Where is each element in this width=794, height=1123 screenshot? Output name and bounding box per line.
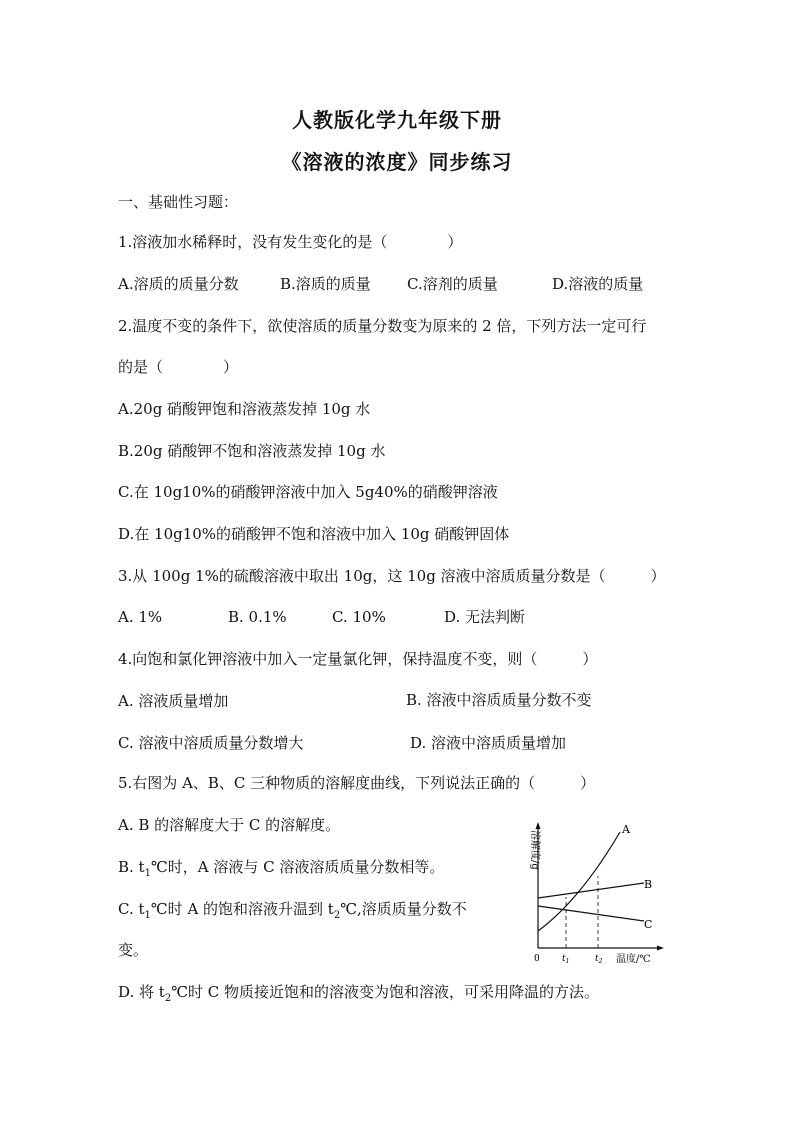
question-4-option-c: C. 溶液中溶质质量分数增大: [118, 734, 304, 752]
question-3-option-a: A. 1%: [118, 608, 163, 626]
question-4-option-b: B. 溶液中溶质质量分数不变: [406, 691, 592, 709]
question-2-option-d: D.在 10g10%的硝酸钾不饱和溶液中加入 10g 硝酸钾固体: [118, 525, 510, 543]
question-5-option-d: D. 将 $t_2℃$时 C 物质接近饱和的溶液变为饱和溶液，可采用降温的方法。: [118, 983, 599, 1004]
curve-a-label: A: [622, 823, 630, 836]
question-2-option-b: B.20g 硝酸钾不饱和溶液蒸发掉 10g 水: [118, 442, 386, 460]
question-2-stem-line-1: 2.温度不变的条件下，欲使溶质的质量分数变为原来的 2 倍，下列方法一定可行: [118, 317, 647, 335]
question-2-option-a: A.20g 硝酸钾饱和溶液蒸发掉 10g 水: [118, 400, 371, 418]
curve-c: [538, 906, 644, 921]
x-axis-label: 温度/℃: [616, 954, 651, 965]
document-subtitle: 《溶液的浓度》同步练习: [281, 150, 513, 174]
question-3-option-c: C. 10%: [332, 608, 386, 626]
document-title: 人教版化学九年级下册: [292, 108, 502, 132]
t2-tick-label: $t_2$: [595, 954, 603, 965]
question-1-option-b: B.溶质的质量: [280, 275, 371, 293]
question-5-option-c: C. $t_1℃$时 A 的饱和溶液升温到 $t_2℃$,溶质质量分数不: [118, 900, 467, 921]
question-3-option-d: D. 无法判断: [444, 608, 526, 626]
question-1-option-c: C.溶剂的质量: [407, 275, 498, 293]
question-4-option-a: A. 溶液质量增加: [118, 692, 229, 710]
question-3-stem: 3.从 100g 1%的硫酸溶液中取出 10g，这 10g 溶液中溶质质量分数是（ ）: [118, 567, 666, 585]
question-4-stem: 4.向饱和氯化钾溶液中加入一定量氯化钾，保持温度不变，则（ ）: [118, 650, 598, 668]
question-1-stem: 1.溶液加水稀释时，没有发生变化的是（ ）: [118, 233, 463, 251]
question-4-option-d: D. 溶液中溶质质量增加: [410, 734, 567, 752]
curve-b-label: B: [644, 878, 653, 891]
question-1-option-a: A.溶质的质量分数: [118, 275, 239, 293]
t1-tick-label: $t_1$: [562, 954, 570, 965]
y-axis-label: 溶解度/g: [529, 830, 540, 870]
question-3-option-b: B. 0.1%: [228, 608, 287, 626]
question-2-stem-line-2: 的是（ ）: [118, 358, 239, 376]
section-heading: 一、基础性习题：: [118, 193, 239, 211]
question-1-option-d: D.溶液的质量: [552, 275, 644, 293]
curve-b: [538, 883, 644, 898]
question-2-option-c: C.在 10g10%的硝酸钾溶液中加入 5g40%的硝酸钾溶液: [118, 483, 498, 501]
x-axis: [538, 946, 664, 951]
solubility-curve-figure: [520, 818, 670, 970]
origin-label: 0: [534, 954, 540, 964]
question-5-option-c-continued: 变。: [118, 941, 149, 959]
question-5-option-a: A. B 的溶解度大于 C 的溶解度。: [118, 816, 341, 834]
curve-c-label: C: [644, 918, 653, 931]
question-5-option-b: B. $t_1℃$时，A 溶液与 C 溶液溶质质量分数相等。: [118, 858, 445, 879]
question-5-stem: 5.右图为 A、B、C 三种物质的溶解度曲线，下列说法正确的（ ）: [118, 774, 596, 792]
